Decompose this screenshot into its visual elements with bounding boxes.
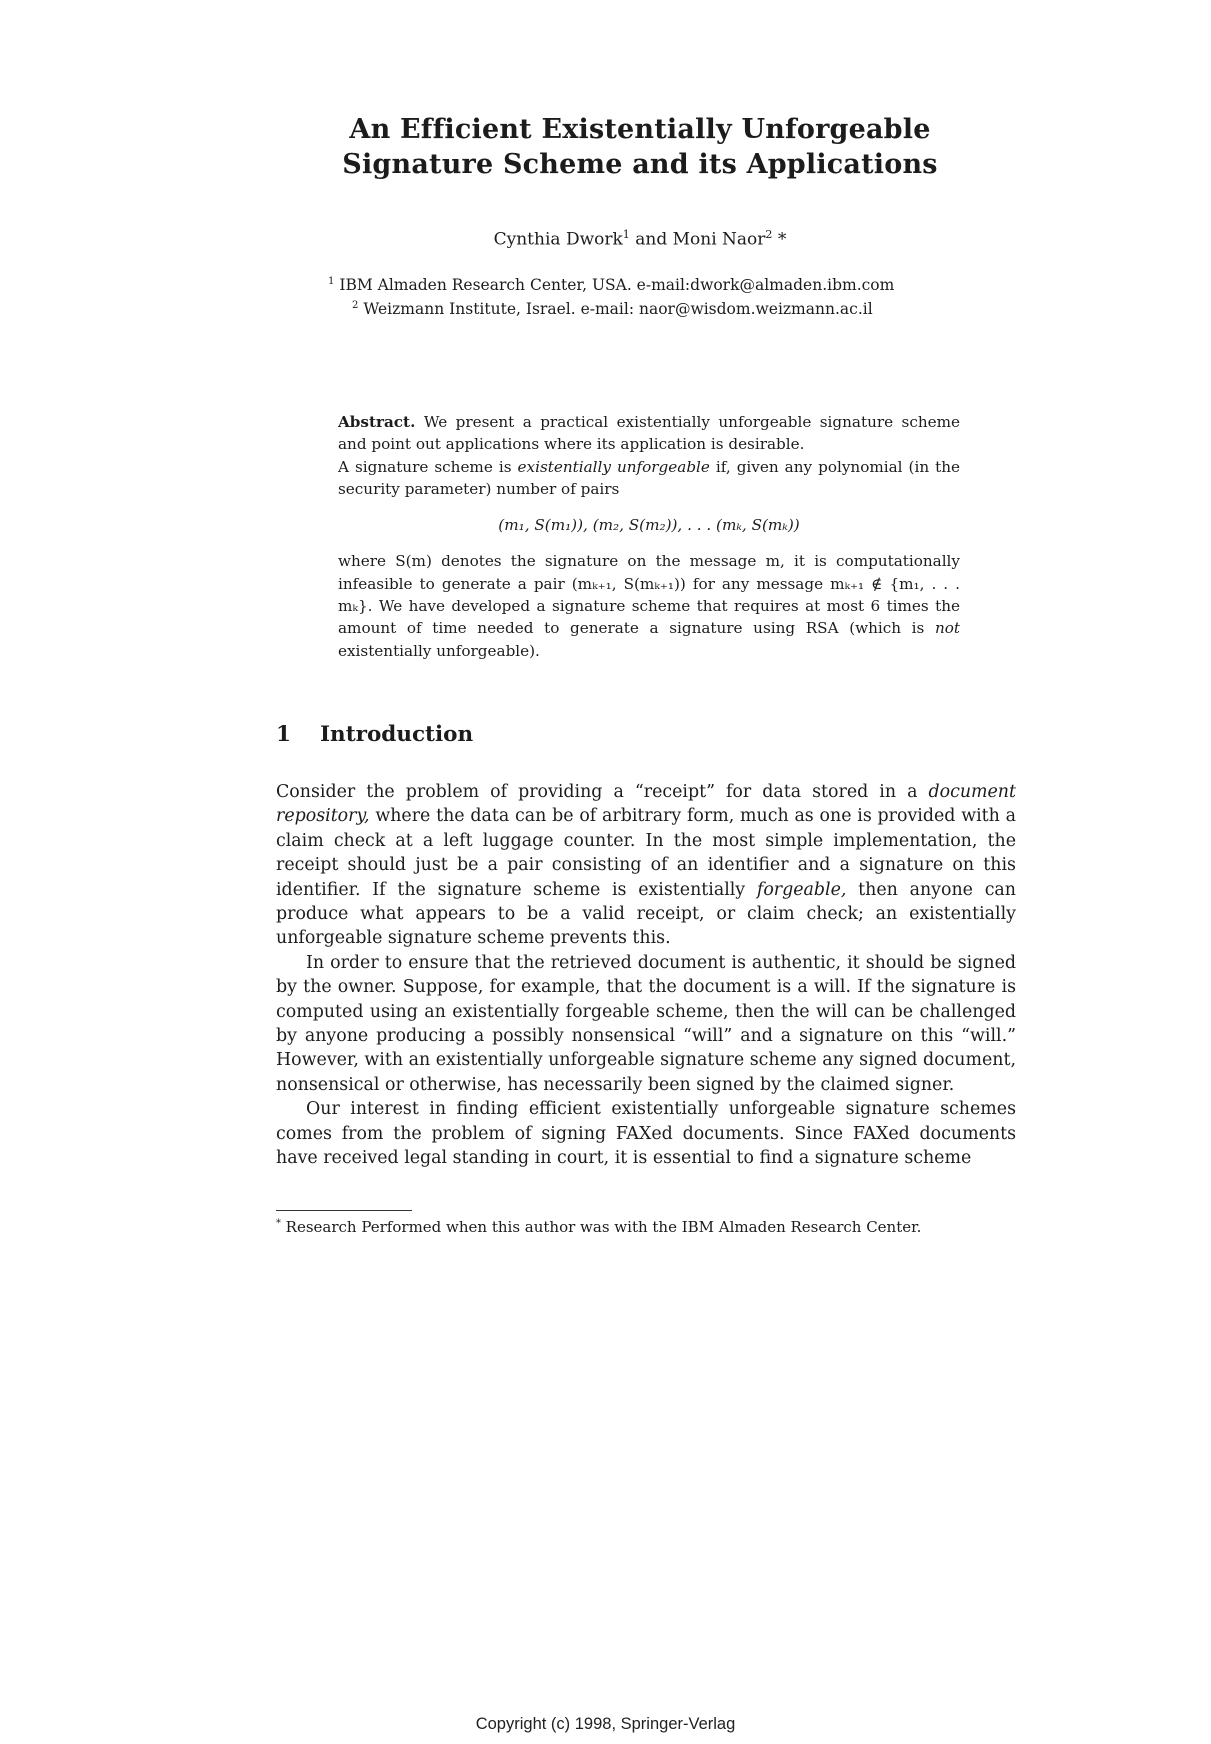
section-heading	[276, 722, 776, 747]
title-line-1: An Efficient Existentially Unforgeable	[349, 114, 931, 145]
abstract-formula: (m₁, S(m₁)), (m₂, S(m₂)), . . . (mₖ, S(mₖ))	[498, 516, 800, 535]
section-number: 1	[276, 722, 291, 747]
section-body	[276, 780, 1016, 1171]
title-line-2: Signature Scheme and its Applications	[342, 149, 938, 180]
body-text: where the data can be of arbitrary form, much as one is provided with a claim check at a left luggage counter. In the most simple implementation, the receipt should just be a pair consisting of an identifier and a signature on this identifier. If the signature scheme is existentially	[276, 806, 1016, 900]
affiliation-text: IBM Almaden Research Center, USA. e-mail:dwork@almaden.ibm.com	[339, 276, 895, 295]
body-emphasis: forgeable,	[756, 879, 847, 900]
abstract-paragraph-1	[338, 411, 960, 456]
footnote-rule	[276, 1210, 412, 1211]
affiliation-mark: 2	[352, 300, 359, 311]
paper-title	[330, 112, 950, 182]
abstract	[338, 411, 960, 662]
abstract-text: We present a practical existentially unforgeable signature scheme and point out applications where its application is desirable.	[338, 413, 961, 454]
affiliation-mark: 1	[328, 276, 335, 287]
affiliation-mark: 2	[765, 228, 773, 241]
abstract-paragraph-2	[338, 456, 960, 501]
abstract-text: if, given any polynomial (in the security parameter) number of pairs	[338, 457, 961, 498]
abstract-text: A signature scheme is	[338, 457, 512, 476]
affiliation-2	[352, 300, 873, 318]
author-connector: and	[635, 229, 668, 250]
abstract-emphasis: existentially unforgeable	[517, 457, 710, 476]
footnote-text: Research Performed when this author was with the IBM Almaden Research Center.	[285, 1218, 922, 1236]
body-paragraph-1	[276, 780, 1016, 951]
affiliation-text: Weizmann Institute, Israel. e-mail: naor@wisdom.weizmann.ac.il	[363, 300, 873, 319]
section-title: Introduction	[320, 722, 474, 747]
body-emphasis: document repository,	[276, 782, 1016, 827]
abstract-label: Abstract.	[338, 413, 416, 431]
author-list	[330, 228, 950, 250]
abstract-text: existentially unforgeable).	[338, 641, 540, 660]
affiliation-1	[328, 276, 894, 294]
copyright-notice: Copyright (c) 1998, Springer-Verlag	[475, 1715, 736, 1733]
abstract-emphasis: not	[934, 619, 961, 638]
abstract-paragraph-3	[338, 550, 960, 661]
body-paragraph-3: Our interest in finding efficient existentially unforgeable signature schemes comes from the problem of signing FAXed documents. Since FAXed documents have received legal standing in court, it is essential to find a signature scheme	[276, 1099, 1016, 1169]
footnote-mark: *	[276, 1218, 281, 1229]
body-paragraph-2: In order to ensure that the retrieved document is authentic, it should be signed by the owner. Suppose, for example, that the document is a will. If the signature is computed using an existentially forgeable scheme, then the will can be challenged by anyone producing a possibly nonsensical “will” and a signature on this “will.” However, with an existentially unforgeable signature scheme any signed document, nonsensical or otherwise, has necessarily been signed by the claimed signer.	[276, 952, 1016, 1095]
footnote-star: *	[777, 229, 787, 250]
author-name: Moni Naor	[672, 229, 766, 250]
body-text: then anyone can produce what appears to be a valid receipt, or claim check; an existentially unforgeable signature scheme prevents this.	[276, 879, 1017, 949]
footnote	[276, 1218, 1016, 1236]
affiliation-mark: 1	[622, 228, 630, 241]
abstract-text: where S(m) denotes the signature on the message m, it is computationally infeasible to generate a pair (mₖ₊₁, S(mₖ₊₁)) for any message mₖ₊₁ ∉ {m₁, . . . mₖ}. We have developed a signature scheme that requires at most 6 times the amount of time needed to generate a signature using RSA (which is	[338, 552, 960, 638]
body-text: Consider the problem of providing a “receipt” for data stored in a	[276, 782, 918, 802]
author-name: Cynthia Dwork	[493, 229, 623, 250]
